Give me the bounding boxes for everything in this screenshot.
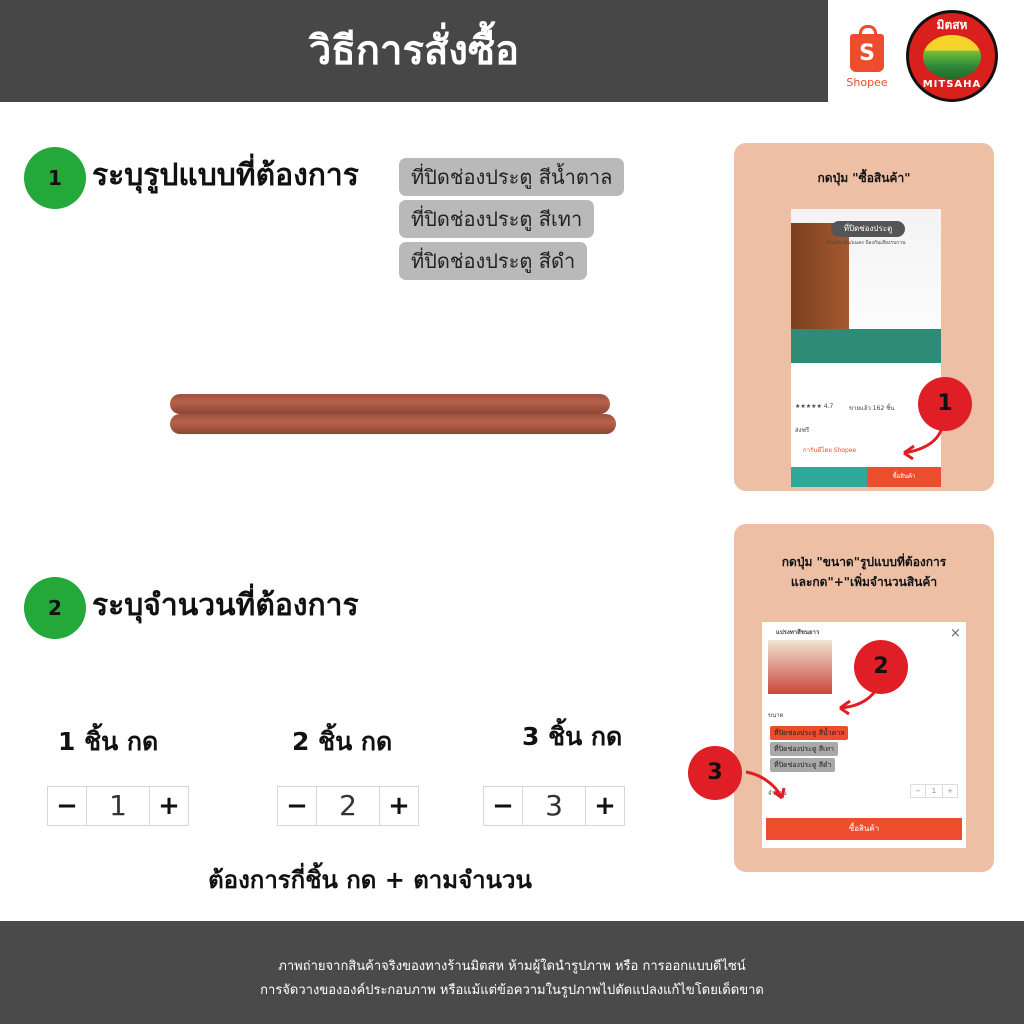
step-1-title: ระบุรูปแบบที่ต้องการ	[92, 158, 359, 193]
shipping-info: ส่งฟรี	[795, 427, 810, 434]
plus-button[interactable]: +	[594, 791, 616, 821]
shopee-label: Shopee	[846, 76, 888, 89]
marker-2: 2	[854, 640, 908, 694]
panel-1-title: กดปุ่ม "ซื้อสินค้า"	[817, 171, 911, 185]
marker-3: 3	[688, 746, 742, 800]
qty-label-2: 2 ชิ้น กด	[292, 727, 393, 756]
logo-field-icon	[923, 35, 981, 79]
mini-quantity-stepper	[910, 784, 958, 798]
quantity-value[interactable]: 1	[86, 787, 150, 825]
quantity-stepper-2	[277, 786, 419, 826]
shopee-logo	[840, 34, 894, 89]
quantity-stepper-1	[47, 786, 189, 826]
panel-2-title-line-2: และกด"+"เพิ่มจำนวนสินค้า	[790, 575, 938, 589]
qty-label-1: 1 ชิ้น กด	[58, 727, 159, 756]
stopper-tube-bottom	[170, 414, 616, 434]
step-1-number: 1	[24, 147, 86, 209]
product-thumbnail	[768, 640, 832, 694]
variant-chip-gray[interactable]: ที่ปิดช่องประตู สีเทา	[770, 742, 838, 756]
quantity-value[interactable]: 3	[522, 787, 586, 825]
shopee-guarantee: การันตีโดย Shopee	[803, 447, 857, 454]
instruction-panel-buy	[734, 143, 994, 491]
page-title: วิธีการสั่งซื้อ	[308, 28, 520, 74]
shopee-bag-icon: S	[850, 34, 884, 72]
panel-2-title-line-1: กดปุ่ม "ขนาด"รูปแบบที่ต้องการ	[781, 555, 947, 569]
plus-button[interactable]: +	[388, 791, 410, 821]
mitsaha-logo	[906, 10, 998, 102]
buy-now-button[interactable]: ซื้อสินค้า	[867, 467, 941, 487]
footer-disclaimer-line-1: ภาพถ่ายจากสินค้าจริงของทางร้านมิตสห ห้ามผู้ใดนำรูปภาพ หรือ การออกแบบดีไซน์	[278, 959, 746, 974]
minus-button[interactable]: −	[286, 791, 308, 821]
logo-top-text: มิตสห	[936, 18, 968, 32]
variant-chip-brown[interactable]: ที่ปิดช่องประตู สีน้ำตาล	[770, 726, 848, 740]
marker-1: 1	[918, 377, 972, 431]
arrow-icon	[738, 766, 798, 806]
banner-caption: ช่วยกัน ฝุ่น/แมลง ป้องกันเสียงรบกวน	[826, 240, 906, 246]
banner-floor	[791, 329, 941, 363]
product-sold-count: ขายแล้ว 162 ชิ้น	[849, 405, 895, 412]
step-2-number: 2	[24, 577, 86, 639]
footer	[0, 921, 1024, 1024]
minus-button[interactable]: −	[492, 791, 514, 821]
quantity-value[interactable]: 1	[925, 785, 943, 797]
size-label: ขนาด	[768, 712, 784, 719]
quantity-value[interactable]: 2	[316, 787, 380, 825]
plus-button[interactable]: +	[158, 791, 180, 821]
step-2-title: ระบุจำนวนที่ต้องการ	[92, 588, 359, 623]
stopper-tube-top	[170, 394, 610, 414]
chat-cart-bar	[791, 467, 867, 487]
logo-bottom-text: MITSAHA	[922, 79, 982, 90]
product-banner	[791, 209, 941, 363]
variant-chip-black[interactable]: ที่ปิดช่องประตู สีดำ	[770, 758, 835, 772]
minus-button[interactable]: −	[915, 787, 921, 795]
buy-now-button[interactable]: ซื้อสินค้า	[766, 818, 962, 840]
sheet-title: แปรงทาสีขนยาว	[776, 629, 820, 636]
banner-badge: ที่ปิดช่องประตู	[831, 221, 905, 237]
quantity-hint: ต้องการกี่ชิ้น กด + ตามจำนวน	[208, 866, 532, 894]
option-chip-brown: ที่ปิดช่องประตู สีน้ำตาล	[399, 158, 624, 196]
quantity-label: จำนวน	[768, 790, 787, 797]
qty-label-3: 3 ชิ้น กด	[522, 722, 623, 751]
plus-button[interactable]: +	[947, 787, 953, 795]
quantity-stepper-3	[483, 786, 625, 826]
footer-disclaimer-line-2: การจัดวางขององค์ประกอบภาพ หรือแม้แต่ข้อความในรูปภาพไปดัดแปลงแก้ไขโดยเด็ดขาด	[260, 983, 764, 998]
product-rating: ★★★★★ 4.7	[795, 403, 834, 410]
instruction-panel-variant	[707, 524, 994, 872]
close-icon[interactable]: ×	[950, 626, 961, 641]
option-chip-black: ที่ปิดช่องประตู สีดำ	[399, 242, 587, 280]
option-chip-gray: ที่ปิดช่องประตู สีเทา	[399, 200, 594, 238]
minus-button[interactable]: −	[56, 791, 78, 821]
